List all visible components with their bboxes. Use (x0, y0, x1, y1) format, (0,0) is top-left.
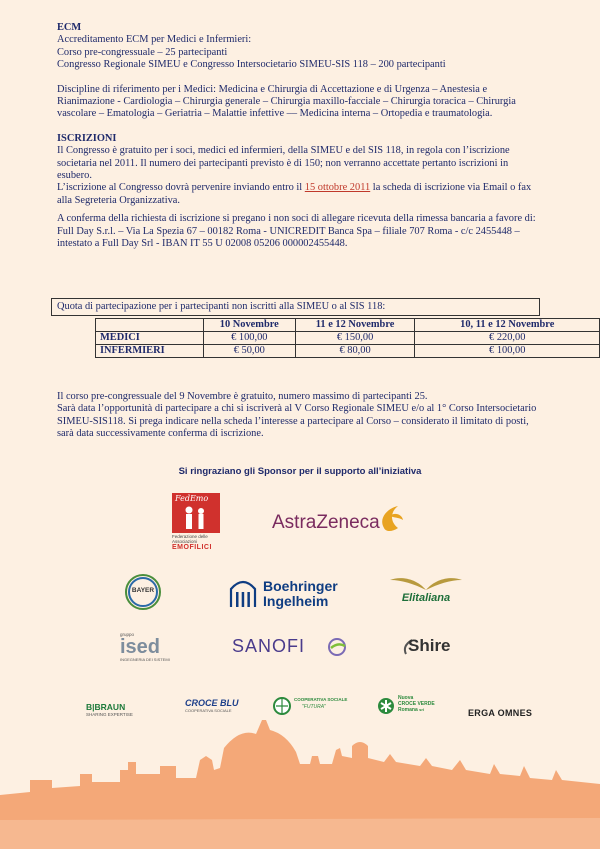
croceverde-line-1: Nuova (398, 695, 414, 701)
ised-logo (120, 632, 180, 666)
people-icon (172, 505, 220, 531)
astrazeneca-text: AstraZeneca (272, 512, 380, 533)
fedemo-logo (172, 493, 220, 555)
iscrizioni-p1: Il Congresso è gratuito per i soci, medici ed infermieri, della SIMEU e del SIS 118, in regola con l’iscrizione societaria nel 2011. Il numero dei partecipanti previsto è di 150; non verranno accettate pertanto iscrizioni in esubero. (57, 145, 510, 182)
fees-header-empty (96, 319, 204, 332)
boehringer-line-2: Ingelheim (263, 593, 329, 609)
sanofi-logo (232, 636, 352, 662)
table-row (96, 332, 600, 345)
quota-label-box (51, 298, 540, 316)
deadline-date: 15 ottobre 2011 (304, 182, 371, 194)
boehringer-logo (228, 577, 348, 611)
ecm-line-2: Corso pre-congressuale – 25 partecipanti (57, 46, 228, 58)
fedemo-emofilici: EMOFILICI (172, 544, 212, 551)
croceblu-text: CROCE BLU (185, 698, 239, 708)
fees-header-day1: 10 Novembre (203, 319, 295, 332)
fees-header-day2: 11 e 12 Novembre (295, 319, 415, 332)
ergaomnes-text: ERGA OMNES (468, 708, 533, 718)
disciplines-text: Discipline di riferimento per i Medici: Medicina e Chirurgia di Accettazione e di Urgenza – Anestesia e Rianimazione - Cardiologia – Chirurgia generale – Chirurgia maxillo-facciale – Chirurgia toracica – Chirurgia vascolare – Ematologia – Geriatria – Malattie infettive –– Medicina interna – Ortopedia e traumatologia. (57, 83, 516, 120)
precongress-section (57, 391, 542, 441)
row-label-infermieri: INFERMIERI (96, 345, 204, 358)
ised-small: gruppo (120, 632, 135, 637)
fee-cell: € 100,00 (203, 332, 295, 345)
fees-header-row (96, 319, 600, 332)
quota-label: Quota di partecipazione per i partecipanti non iscritti alla SIMEU o al SIS 118: (57, 301, 386, 312)
rome-skyline-illustration (0, 700, 600, 849)
iscrizioni-title: ISCRIZIONI (57, 132, 117, 144)
ised-subtitle: INGEGNERIA DEI SISTEMI (120, 657, 170, 662)
fedemo-title: FedEmo (175, 494, 209, 503)
wings-icon (386, 572, 466, 594)
futura-text: "FUTURA" (302, 704, 326, 710)
croceverde-line-3: Romana (398, 707, 418, 713)
ised-text: ised (120, 636, 161, 658)
shire-logo (400, 636, 464, 658)
shire-text: Shire (408, 636, 451, 655)
elitaliana-text: Elitaliana (401, 592, 451, 604)
astrazeneca-swirl-icon (376, 502, 406, 536)
ecm-line-3: Congresso Regionale SIMEU e Congresso Intersocietario SIMEU-SIS 118 – 200 partecipanti (57, 59, 446, 71)
iscrizioni-p2 (57, 182, 542, 207)
astrazeneca-logo (272, 502, 412, 542)
bbraun-subtitle: SHARING EXPERTISE (86, 712, 133, 717)
futura-top-text: COOPERATIVA SOCIALE (294, 697, 348, 702)
boehringer-line-1: Boehringer (263, 578, 338, 594)
fee-cell: € 80,00 (295, 345, 415, 358)
ecm-section (57, 22, 542, 251)
bank-details: A conferma della richiesta di iscrizione si pregano i non soci di allegare ricevuta della rimessa bancaria a favore di: Full Day S.r.l. – Via La Spezia 67 – 00182 Roma - UNICREDIT Banca Spa – filiale 707 Roma - c/c 2455448 – intestato a Full Day Srl - IBAN IT 55 U 02008 05206 000002455448. (57, 213, 536, 250)
sanofi-text: SANOFI (232, 636, 306, 656)
sponsors-thanks: Si ringraziano gli Sponsor per il supporto all’iniziativa (178, 466, 422, 477)
fee-cell: € 50,00 (203, 345, 295, 358)
row-label-medici: MEDICI (96, 332, 204, 345)
croceverde-line-2: CROCE VERDE (398, 701, 435, 707)
bbraun-text: B|BRAUN (86, 702, 126, 712)
croceverde-line-4: srl (419, 707, 425, 712)
fee-cell: € 100,00 (415, 345, 600, 358)
ecm-title: ECM (57, 22, 82, 33)
table-row (96, 345, 600, 358)
iscrizioni-p2-after: la scheda di iscrizione via Email o fax alla Segreteria Organizzativa. (57, 182, 532, 206)
precongress-line-2: Sarà data l’opportunità di partecipare a chi si iscriverà al V Corso Regionale SIMEU e/o al 1° Corso Intersocietario SIMEU-SIS118. Si prega indicare nella scheda l’interesse a partecipare al Corso – considerato il limitato di posti, sarà data successivamente conferma di iscrizione. (57, 403, 537, 440)
bayer-logo (124, 573, 162, 611)
sanofi-bird-icon (326, 636, 348, 658)
boehringer-building-icon (228, 577, 258, 609)
elitaliana-logo (386, 572, 466, 608)
fees-header-all: 10, 11 e 12 Novembre (415, 319, 600, 332)
fee-cell: € 150,00 (295, 332, 415, 345)
ecm-line-1: Accreditamento ECM per Medici e Infermieri: (57, 34, 252, 46)
precongress-line-1: Il corso pre-congressuale del 9 Novembre è gratuito, numero massimo di partecipanti 25. (57, 391, 428, 402)
fees-table (95, 318, 600, 358)
bayer-text: BAYER (131, 587, 155, 594)
croceblu-subtitle: COOPERATIVA SOCIALE (185, 708, 232, 713)
fee-cell: € 220,00 (415, 332, 600, 345)
fedemo-subtitle: Federazione delle Associazioni (172, 534, 208, 544)
iscrizioni-p2-before: L’iscrizione al Congresso dovrà pervenire inviando entro il (57, 182, 305, 194)
